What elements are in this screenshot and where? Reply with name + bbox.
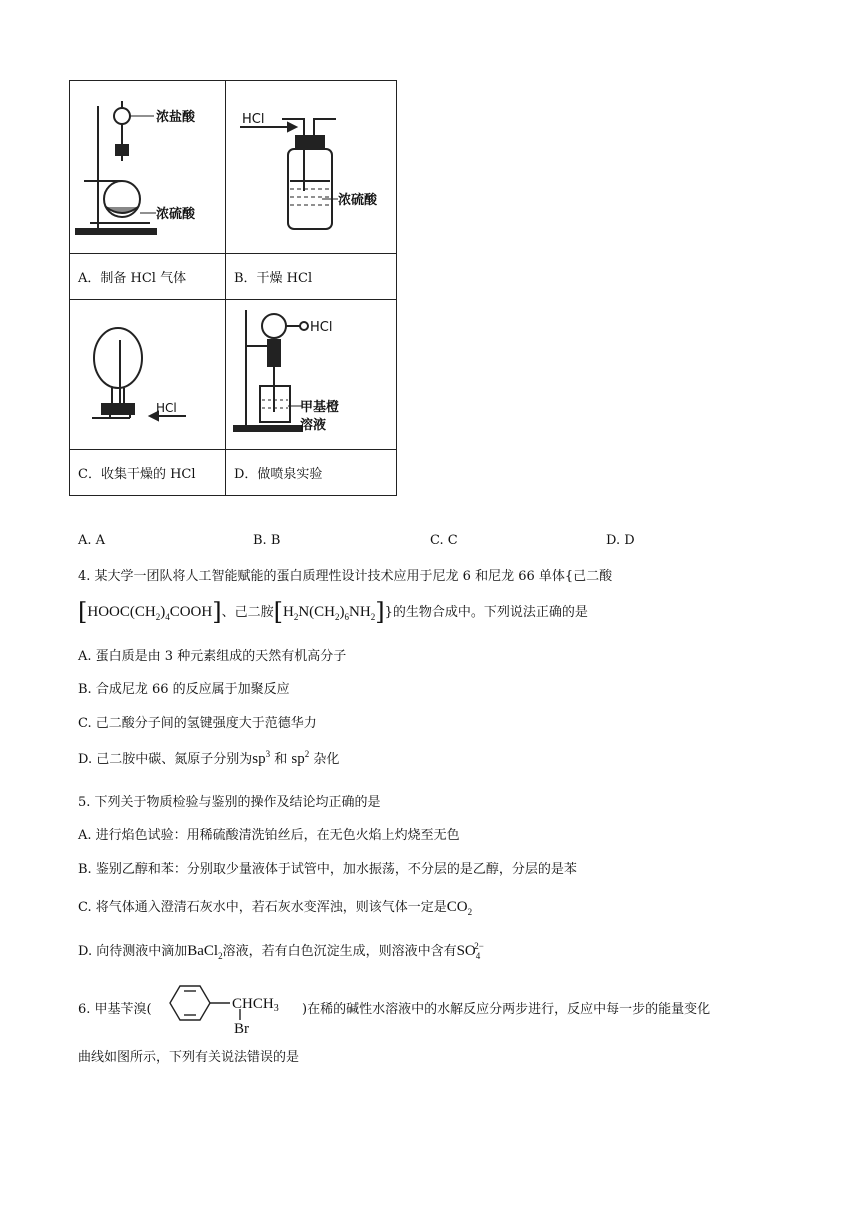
label-conc-hcl: 浓盐酸 <box>156 110 196 125</box>
figure-c-apparatus <box>70 300 225 445</box>
label-methyl-orange: 甲基橙 <box>300 400 340 415</box>
q4-stem-line2: $[HOOC(CH_2)_4COOH]$、己二胺$[H_2N(CH_2)_6NH_2]$}的生物合成中。下列说法正确的是 <box>78 598 588 626</box>
label-hcl-inlet: HCl <box>242 112 265 127</box>
q4-stem-line1: 4. 某大学一团队将人工智能赋能的蛋白质理性设计技术应用于尼龙 6 和尼龙 66 单体{己二酸 <box>78 569 613 584</box>
q6-stem-post: )在稀的碱性水溶液中的水解反应分两步进行，反应中每一步的能量变化 <box>302 1002 711 1017</box>
apparatus-table <box>69 80 397 496</box>
figure-d-apparatus <box>226 300 396 445</box>
figure-b-apparatus <box>226 81 396 249</box>
caption-d: D．做喷泉实验 <box>226 450 397 496</box>
label-hcl-d: HCl <box>310 320 333 335</box>
q4-option-b[interactable]: B. 合成尼龙 66 的反应属于加聚反应 <box>78 682 290 697</box>
label-conc-h2so4: 浓硫酸 <box>156 207 196 222</box>
figure-c-collect-hcl <box>70 300 226 450</box>
q3-option-d[interactable]: D. D <box>606 533 635 548</box>
q3-option-b[interactable]: B. B <box>253 533 281 548</box>
q5-option-c[interactable]: C. 将气体通入澄清石灰水中，若石灰水变浑浊，则该气体一定是$CO_2$ <box>78 899 473 917</box>
methylbenzyl-bromide-structure <box>158 976 303 1036</box>
label-solution: 溶液 <box>300 418 327 433</box>
struct-chch3: $CHCH_3$ <box>232 996 279 1014</box>
q5-option-b[interactable]: B. 鉴别乙醇和苯：分别取少量液体于试管中，加水振荡，不分层的是乙醇，分层的是苯 <box>78 862 577 877</box>
q4-option-d[interactable]: D. 己二胺中碳、氮原子分别为$sp^3$ 和 $sp^2$ 杂化 <box>78 749 340 767</box>
q4-option-a[interactable]: A. 蛋白质是由 3 种元素组成的天然有机高分子 <box>78 649 347 664</box>
struct-br: Br <box>234 1021 249 1036</box>
q6-stem-pre: 6. 甲基苄溴( <box>78 1002 152 1017</box>
q3-option-c[interactable]: C. C <box>430 533 458 548</box>
figure-b-dry-hcl <box>226 81 397 254</box>
q4-option-c[interactable]: C. 己二酸分子间的氢键强度大于范德华力 <box>78 716 317 731</box>
figure-a-apparatus <box>70 81 225 249</box>
q5-stem: 5. 下列关于物质检验与鉴别的操作及结论均正确的是 <box>78 795 381 810</box>
label-conc-h2so4-b: 浓硫酸 <box>338 193 378 208</box>
caption-b: B．干燥 HCl <box>226 254 397 300</box>
q5-option-a[interactable]: A. 进行焰色试验：用稀硫酸清洗铂丝后，在无色火焰上灼烧至无色 <box>78 828 460 843</box>
figure-a-prepare-hcl <box>70 81 226 254</box>
caption-c: C．收集干燥的 HCl <box>70 450 226 496</box>
figure-d-fountain <box>226 300 397 450</box>
caption-a: A．制备 HCl 气体 <box>70 254 226 300</box>
q3-option-a[interactable]: A. A <box>78 533 106 548</box>
label-hcl-c: HCl <box>156 401 177 415</box>
q5-option-d[interactable]: D. 向待测液中滴加BaCl$_2$溶液，若有白色沉淀生成，则溶液中含有$SO_4^{2-}$ <box>78 941 484 961</box>
q6-stem-line2: 曲线如图所示，下列有关说法错误的是 <box>78 1050 300 1065</box>
